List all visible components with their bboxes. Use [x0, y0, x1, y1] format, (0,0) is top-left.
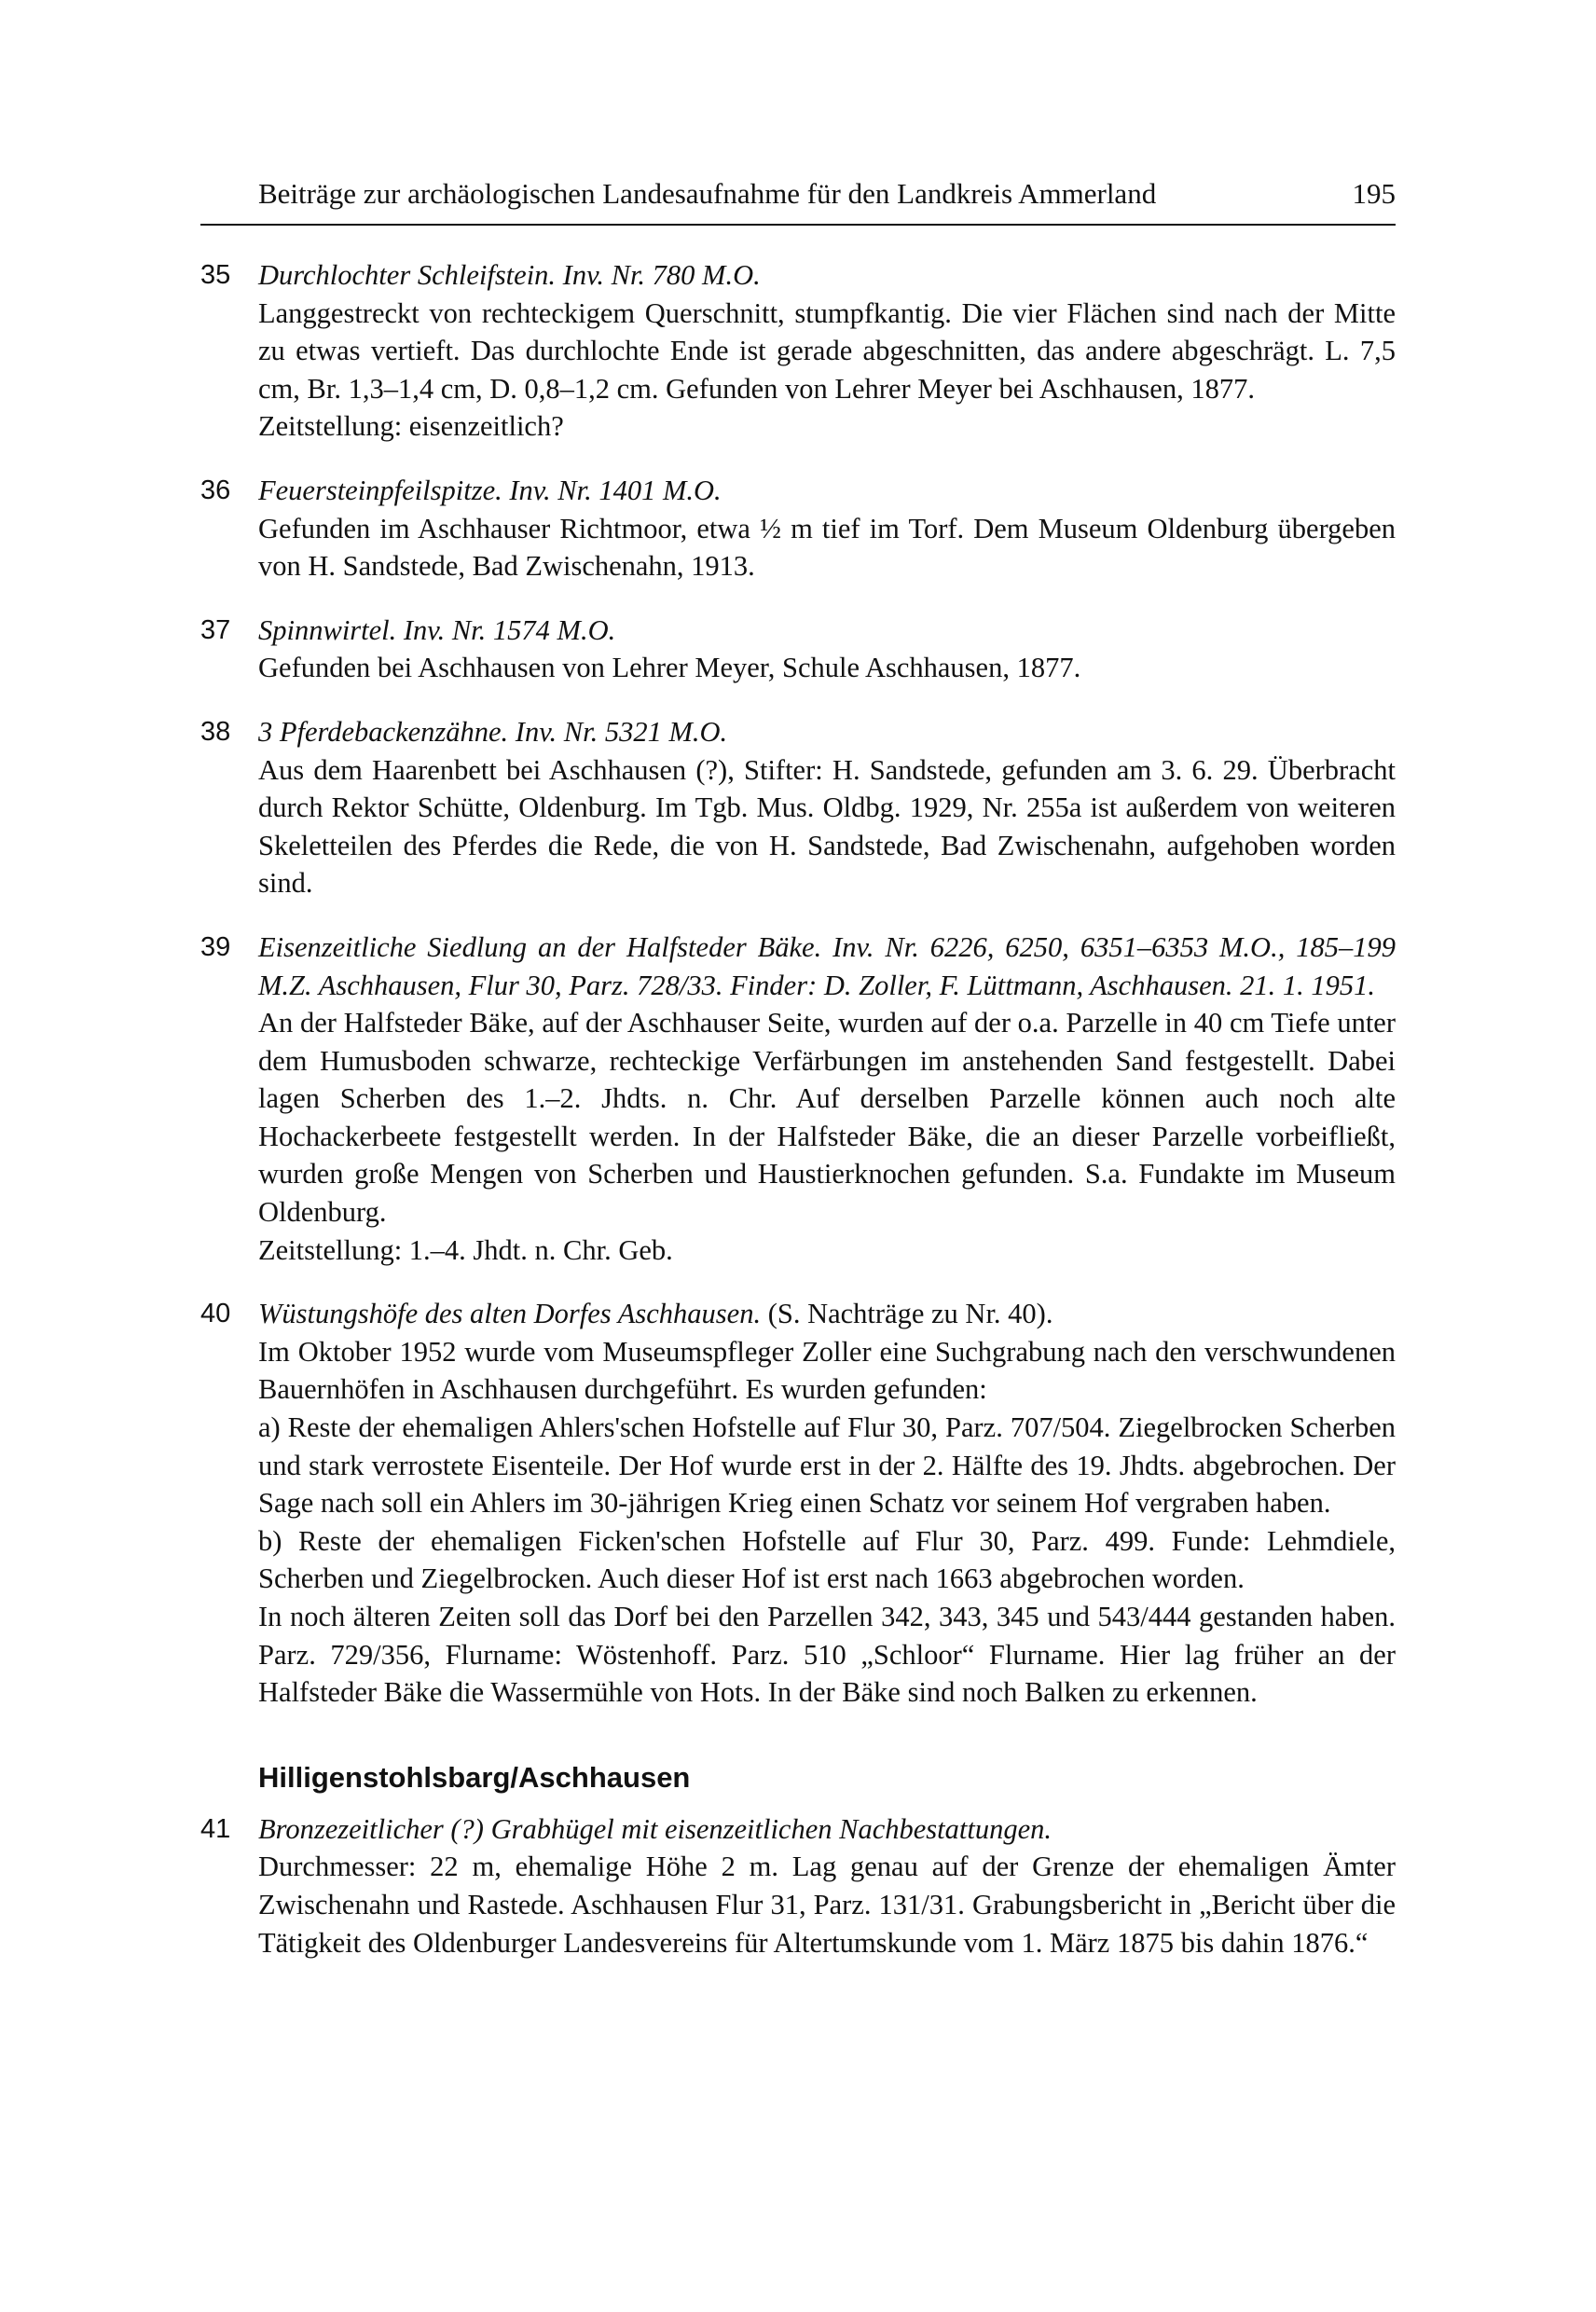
entry-text: Durchmesser: 22 m, ehemalige Höhe 2 m. Lag genau auf der Grenze der ehemaligen Ämter Zwischenahn und Rastede. Aschhausen Flur 31, Parz. 131/31. Grabungsbericht in „Bericht über die Tätigkeit des Oldenburger Landesvereins für Altertumskunde vom 1. März 1875 bis dahin 1876.“ — [258, 1851, 1396, 1959]
catalogue-entry-35 — [200, 256, 1396, 446]
entry-title: Wüstungshöfe des alten Dorfes Aschhausen. — [258, 1298, 762, 1330]
entry-number: 41 — [200, 1813, 231, 1844]
entry-number: 39 — [200, 931, 231, 962]
entry-text: Aus dem Haarenbett bei Aschhausen (?), Stifter: H. Sandstede, gefunden am 3. 6. 29. Überbracht durch Rektor Schütte, Oldenburg. Im Tgb. Mus. Oldbg. 1929, Nr. 255a ist außerdem von weiteren Skeletteilen des Pferdes die Rede, die von H. Sandstede, Bad Zwischenahn, aufgehoben worden sind. — [258, 753, 1396, 900]
entry-text-a: a) Reste der ehemaligen Ahlers'schen Hofstelle auf Flur 30, Parz. 707/504. Ziegelbrocken Scherben und stark verrostete Eisenteile. Der Hof wurde erst in der 2. Hälfte des 19. Jhdts. abgebrochen. Der Sage nach soll ein Ahlers im 30-jährigen Krieg einen Schatz vor seinem Hof vergraben haben. — [258, 1411, 1396, 1520]
catalogue-entry-39 — [200, 929, 1396, 1269]
entry-text-older: In noch älteren Zeiten soll das Dorf bei den Parzellen 342, 343, 345 und 543/444 gestanden haben. Parz. 729/356, Flurname: Wöstenhoff. Parz. 510 „Schloor“ Flurname. Hier lag früher an der Halfsteder Bäke die Wassermühle von Hots. In der Bäke sind noch Balken zu erkennen. — [258, 1601, 1396, 1709]
catalogue-entry-38 — [200, 713, 1396, 902]
section-heading: Hilligenstohlsbarg/Aschhausen — [258, 1760, 691, 1794]
catalogue-entry-41 — [200, 1810, 1396, 1961]
entry-title: Spinnwirtel. Inv. Nr. 1574 M.O. — [258, 613, 616, 646]
entry-title-note: (S. Nachträge zu Nr. 40). — [761, 1298, 1053, 1330]
entry-number: 37 — [200, 614, 231, 645]
entry-title: Eisenzeitliche Siedlung an der Halfsteder Bäke. Inv. Nr. 6226, 6250, 6351–6353 M.O., 185–199 M.Z. Aschhausen, Flur 30, Parz. 728/33. Finder: D. Zoller, F. Lüttmann, Aschhausen. 21. 1. 1951. — [258, 930, 1396, 1001]
entry-number: 35 — [200, 260, 231, 290]
page-number: 195 — [1352, 177, 1396, 210]
entry-text: Gefunden bei Aschhausen von Lehrer Meyer, Schule Aschhausen, 1877. — [258, 652, 1081, 684]
entry-text: Im Oktober 1952 wurde vom Museumspfleger Zoller eine Suchgrabung nach den verschwundenen Bauernhöfen in Aschhausen durchgeführt. Es wurden gefunden: — [258, 1335, 1396, 1406]
entry-text-b: b) Reste der ehemaligen Ficken'schen Hofstelle auf Flur 30, Parz. 499. Funde: Lehmdiele, Scherben und Ziegelbrocken. Auch dieser Hof ist erst nach 1663 abgebrochen worden. — [258, 1524, 1396, 1595]
entry-title: 3 Pferdebackenzähne. Inv. Nr. 5321 M.O. — [258, 715, 728, 748]
catalogue-entry-40 — [200, 1295, 1396, 1712]
entry-dating: Zeitstellung: 1.–4. Jhdt. n. Chr. Geb. — [258, 1233, 673, 1266]
entry-dating: Zeitstellung: eisenzeitlich? — [258, 410, 564, 443]
entry-title: Durchlochter Schleifstein. Inv. Nr. 780 M.O. — [258, 259, 761, 291]
entry-number: 36 — [200, 475, 231, 505]
entry-title: Feuersteinpfeilspitze. Inv. Nr. 1401 M.O. — [258, 474, 722, 506]
catalogue-entry-36 — [200, 472, 1396, 585]
running-title: Beiträge zur archäologischen Landesaufnahme für den Landkreis Ammerland — [258, 177, 1157, 210]
catalogue-entries — [200, 256, 1396, 1961]
entry-text: Langgestreckt von rechteckigem Querschnitt, stumpfkantig. Die vier Flächen sind nach der Mitte zu etwas vertieft. Das durchlochte Ende ist gerade abgeschnitten, das andere abgeschrägt. L. 7,5 cm, Br. 1,3–1,4 cm, D. 0,8–1,2 cm. Gefunden von Lehrer Meyer bei Aschhausen, 1877. — [258, 296, 1396, 405]
entry-text: Gefunden im Aschhauser Richtmoor, etwa ½ m tief im Torf. Dem Museum Oldenburg übergeben von H. Sandstede, Bad Zwischenahn, 1913. — [258, 512, 1396, 583]
catalogue-entry-37 — [200, 612, 1396, 687]
entry-text: An der Halfsteder Bäke, auf der Aschhauser Seite, wurden auf der o.a. Parzelle in 40 cm Tiefe unter dem Humusboden schwarze, rechteckige Verfärbungen im anstehenden Sand festgestellt. Dabei lagen Scherben des 1.–2. Jhdts. n. Chr. Auf derselben Parzelle können auch noch alte Hochackerbeete festgestellt werden. In der Halfsteder Bäke, die an dieser Parzelle vorbeifließt, wurden große Mengen von Scherben und Haustierknochen gefunden. S.a. Fundakte im Museum Oldenburg. — [258, 1007, 1396, 1229]
header-rule — [200, 224, 1396, 226]
entry-number: 40 — [200, 1299, 231, 1329]
entry-title: Bronzezeitlicher (?) Grabhügel mit eisenzeitlichen Nachbestattungen. — [258, 1812, 1053, 1845]
entry-number: 38 — [200, 716, 231, 747]
